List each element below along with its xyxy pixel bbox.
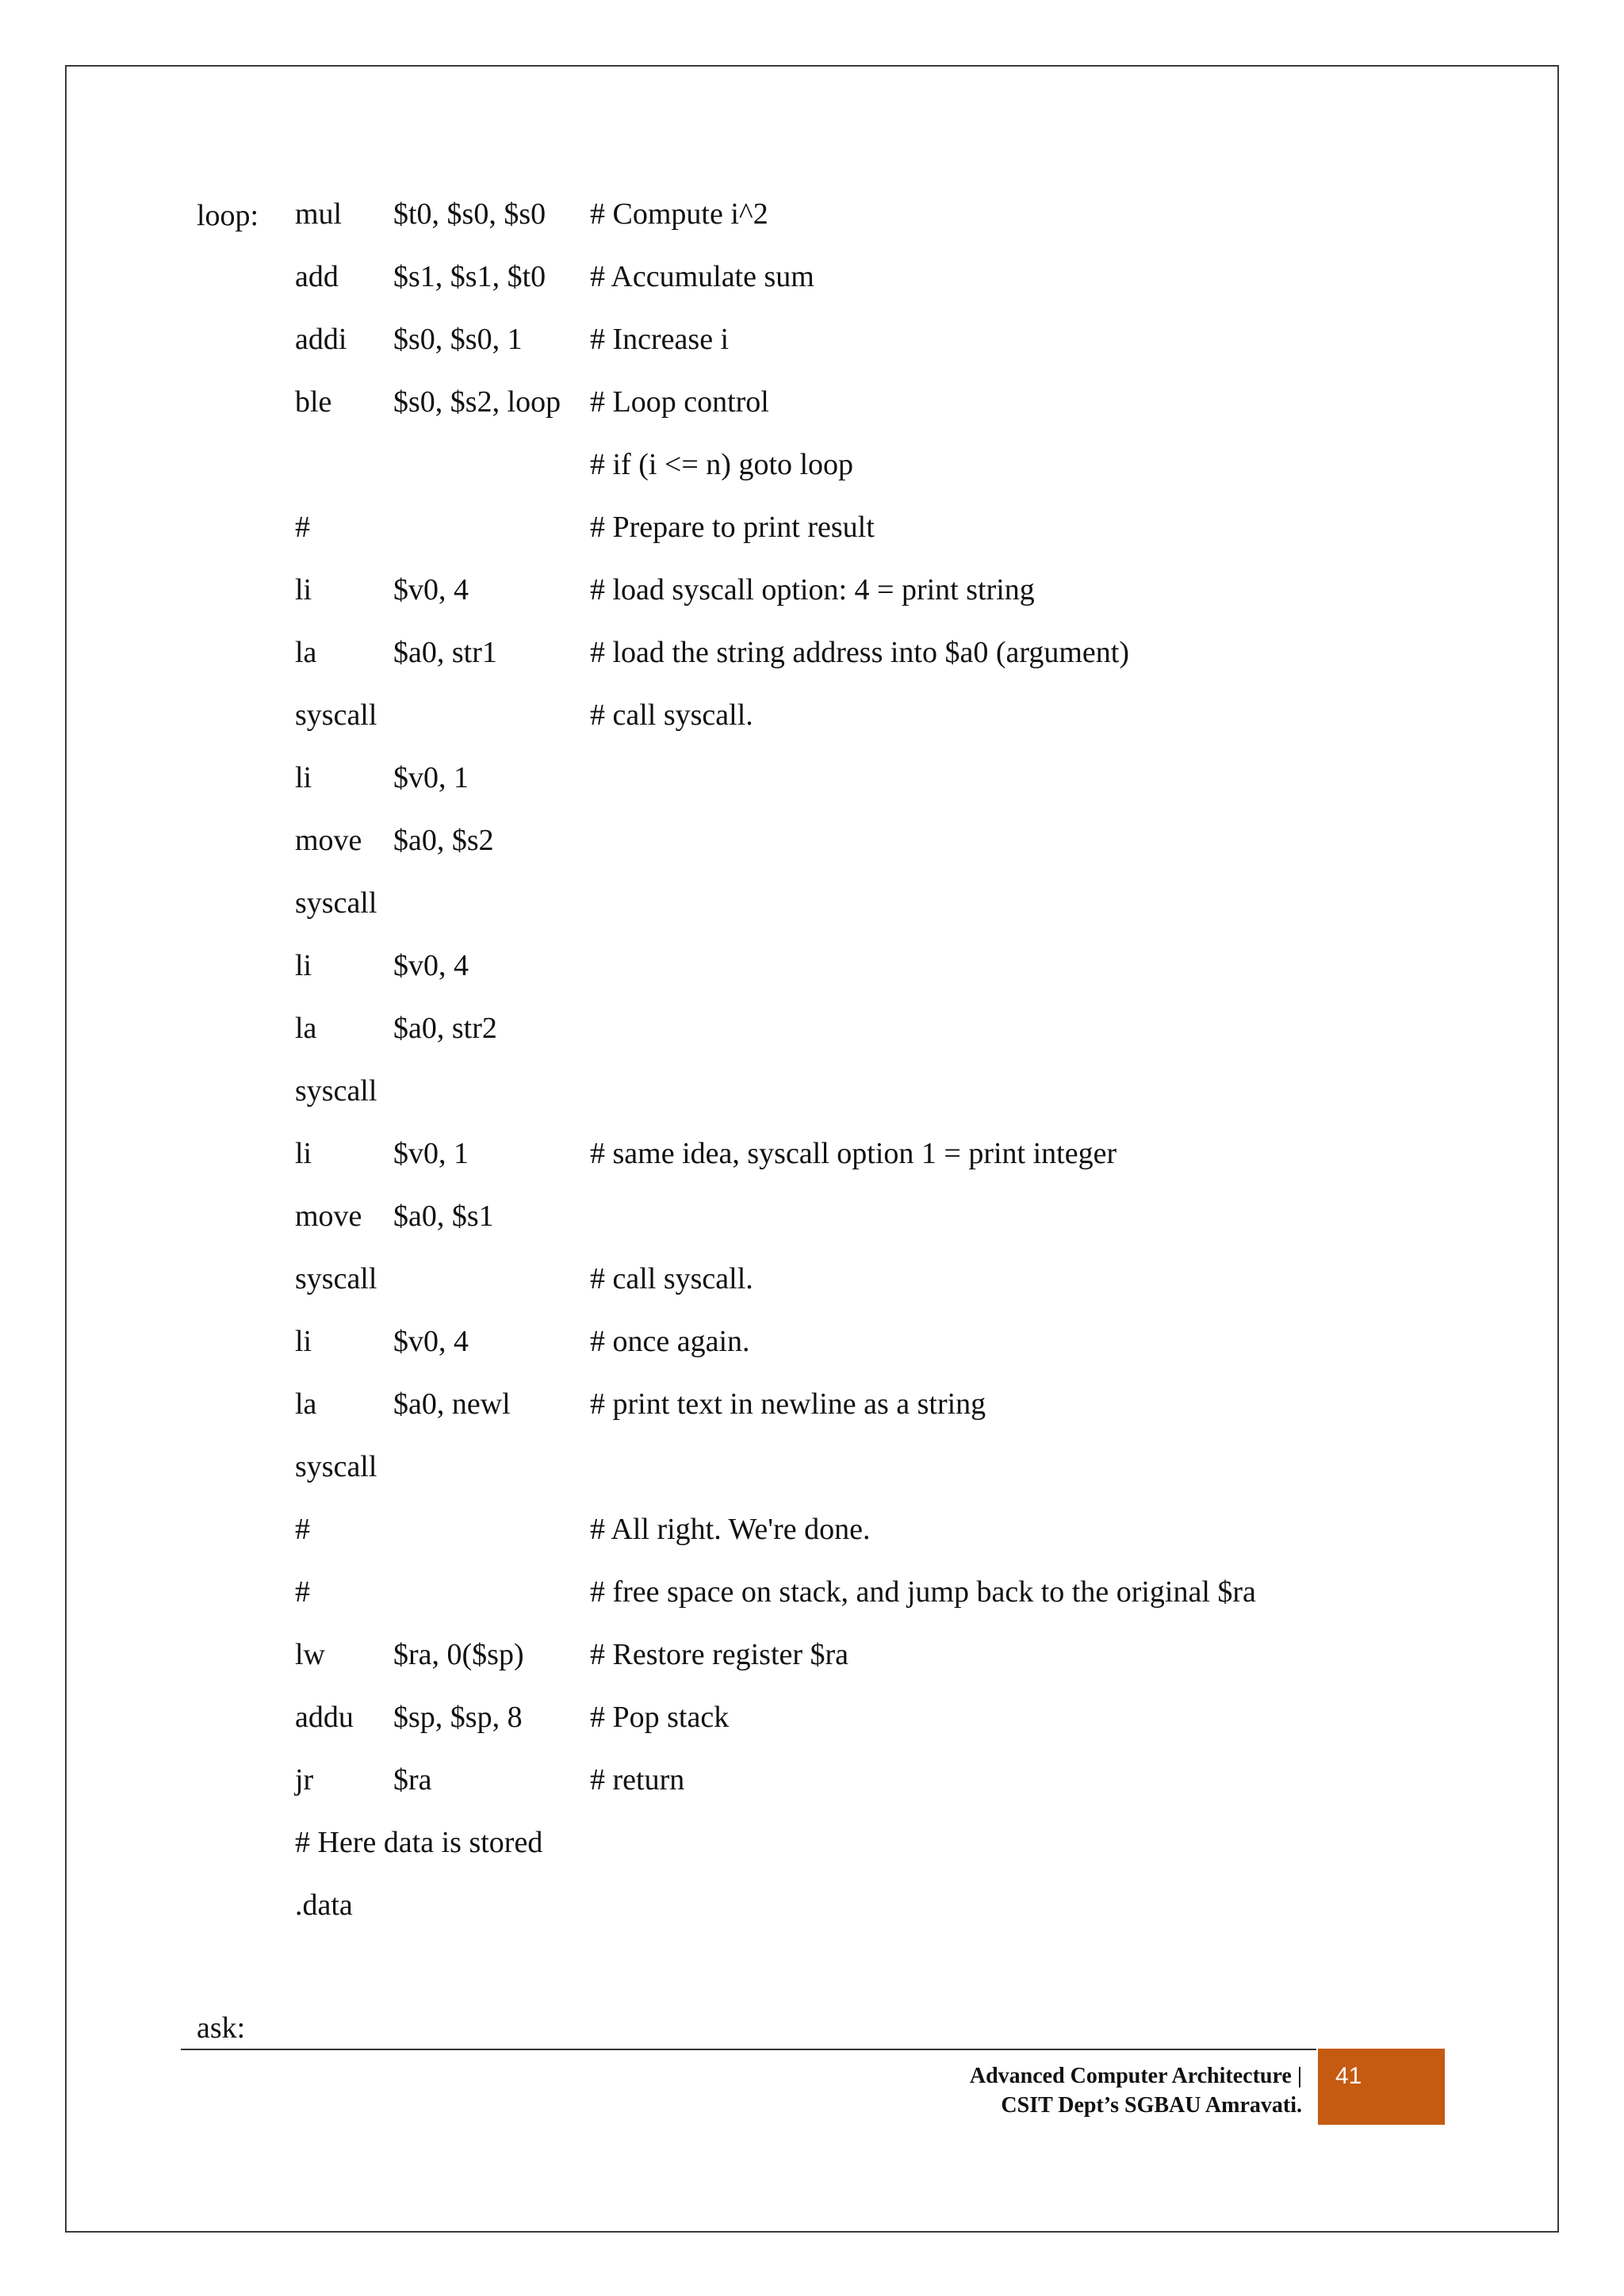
code-operands: $t0, $s0, $s0 (393, 197, 546, 231)
code-opcode: .data (295, 1888, 353, 1922)
code-operands: $v0, 4 (393, 573, 469, 607)
code-comment: # Prepare to print result (590, 511, 875, 544)
label-ask: ask: (197, 2011, 246, 2045)
code-opcode: addu (295, 1701, 354, 1734)
code-opcode: li (295, 1325, 312, 1358)
code-opcode: syscall (295, 886, 377, 920)
code-comment: # if (i <= n) goto loop (590, 448, 854, 481)
code-opcode: move (295, 1200, 362, 1233)
code-opcode: li (295, 573, 312, 607)
code-comment: # load syscall option: 4 = print string (590, 573, 1035, 607)
code-opcode: li (295, 949, 312, 982)
code-opcode: add (295, 260, 339, 293)
code-opcode: la (295, 1387, 317, 1421)
code-comment: # All right. We're done. (590, 1513, 871, 1546)
code-comment: # once again. (590, 1325, 750, 1358)
page-number: 41 (1335, 2063, 1362, 2089)
code-opcode: # (295, 511, 310, 544)
code-operands: $a0, $s2 (393, 824, 494, 857)
code-operands: $v0, 1 (393, 1137, 469, 1170)
code-opcode: # (295, 1513, 310, 1546)
footer-rule (181, 2049, 1316, 2050)
code-opcode: li (295, 761, 312, 794)
code-operands: $ra, 0($sp) (393, 1638, 524, 1671)
code-opcode: li (295, 1137, 312, 1170)
code-comment: # load the string address into $a0 (argument) (590, 636, 1129, 669)
code-comment: # Increase i (590, 323, 730, 356)
footer-course-title: Advanced Computer Architecture | (969, 2064, 1302, 2088)
code-operands: $a0, $s1 (393, 1200, 494, 1233)
label-loop: loop: (197, 199, 259, 232)
code-operands: $a0, str1 (393, 636, 497, 669)
code-operands: $a0, newl (393, 1387, 511, 1421)
code-opcode: syscall (295, 1074, 377, 1108)
page-number-box (1318, 2049, 1445, 2125)
code-opcode: mul (295, 197, 343, 231)
code-operands: $s0, $s0, 1 (393, 323, 523, 356)
code-comment: # Accumulate sum (590, 260, 814, 293)
footer-title (970, 2061, 1302, 2120)
code-operands: $v0, 1 (393, 761, 469, 794)
code-comment: # Loop control (590, 385, 769, 419)
code-comment: # Restore register $ra (590, 1638, 849, 1671)
code-comment: # same idea, syscall option 1 = print integer (590, 1137, 1117, 1170)
code-opcode: la (295, 1012, 317, 1045)
code-opcode: # (295, 1575, 310, 1609)
code-comment: # print text in newline as a string (590, 1387, 986, 1421)
code-comment: # Compute i^2 (590, 197, 768, 231)
code-opcode: addi (295, 323, 347, 356)
code-opcode: lw (295, 1638, 325, 1671)
code-comment: # Pop stack (590, 1701, 730, 1734)
code-opcode: move (295, 824, 362, 857)
code-operands: $a0, str2 (393, 1012, 497, 1045)
code-opcode: # Here data is stored (295, 1826, 543, 1859)
code-operands: $v0, 4 (393, 1325, 469, 1358)
code-operands: $v0, 4 (393, 949, 469, 982)
code-operands: $s0, $s2, loop (393, 385, 561, 419)
code-operands: $sp, $sp, 8 (393, 1701, 523, 1734)
code-opcode: ble (295, 385, 332, 419)
code-comment: # free space on stack, and jump back to the original $ra (590, 1575, 1256, 1609)
code-comment: # call syscall. (590, 698, 753, 732)
code-comment: # return (590, 1763, 685, 1797)
code-opcode: jr (295, 1763, 314, 1797)
code-operands: $s1, $s1, $t0 (393, 260, 546, 293)
footer-department: CSIT Dept’s SGBAU Amravati. (1001, 2093, 1302, 2118)
code-operands: $ra (393, 1763, 432, 1797)
code-opcode: syscall (295, 1450, 377, 1483)
code-comment: # call syscall. (590, 1262, 753, 1295)
code-opcode: syscall (295, 1262, 377, 1295)
code-opcode: syscall (295, 698, 377, 732)
code-opcode: la (295, 636, 317, 669)
